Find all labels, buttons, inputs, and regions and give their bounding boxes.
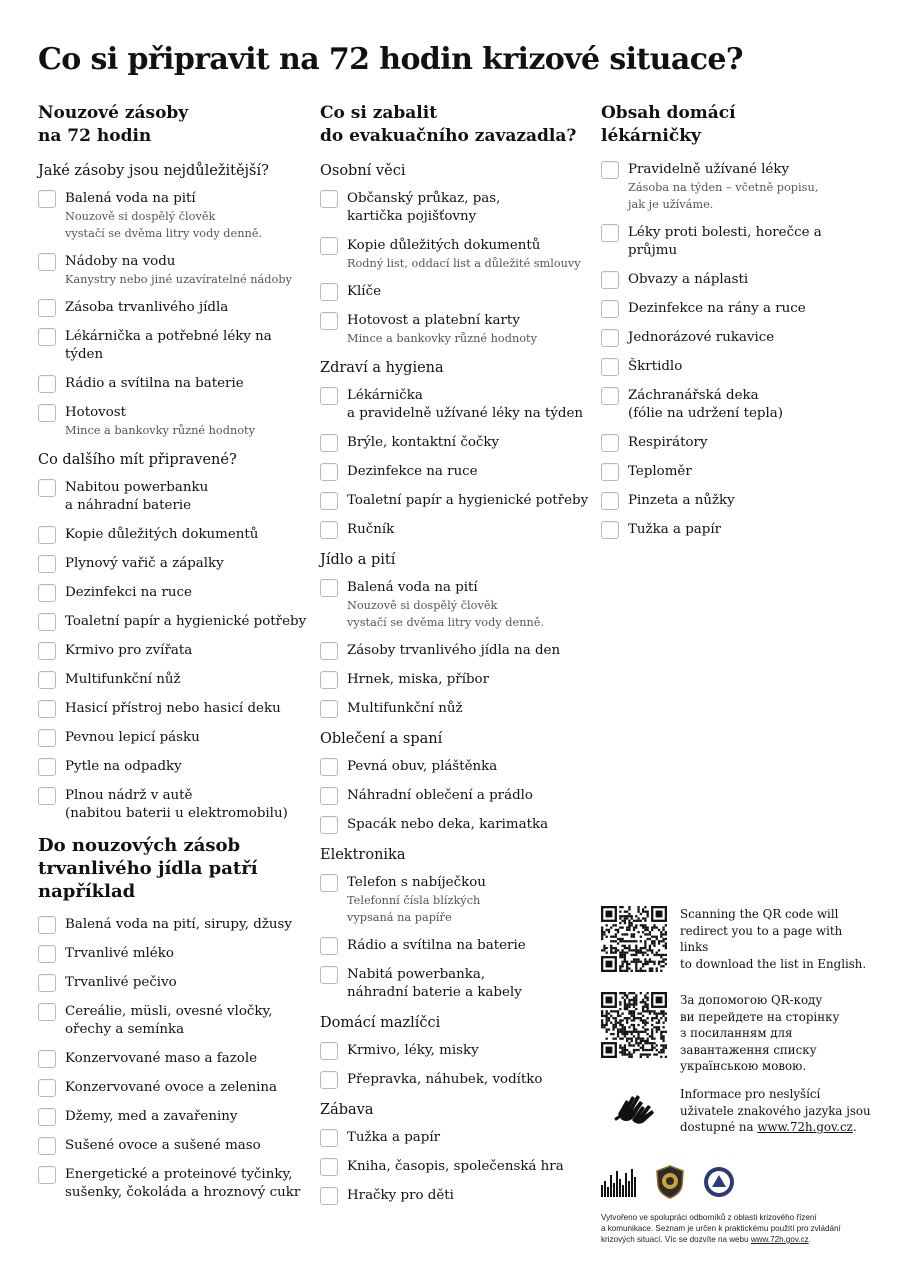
group-subheading: Osobní věci xyxy=(320,163,406,179)
item-note: Rodný list, oddací list a důležité smlouvy xyxy=(347,257,581,270)
item-text xyxy=(65,328,308,364)
item-text xyxy=(65,1108,237,1126)
item-label: Trvanlivé mléko xyxy=(65,946,174,961)
item-label: Náhradní oblečení a prádlo xyxy=(347,788,533,803)
item-text xyxy=(65,190,262,242)
checkbox-icon[interactable] xyxy=(320,1071,338,1089)
checkbox-icon[interactable] xyxy=(320,237,338,255)
checklist-item[interactable] xyxy=(38,1050,308,1068)
checkbox-icon[interactable] xyxy=(38,190,56,208)
checkbox-icon[interactable] xyxy=(38,613,56,631)
checklist-item[interactable] xyxy=(38,555,308,573)
item-text xyxy=(65,253,292,288)
item-label: Zásoby trvanlivého jídla na den xyxy=(347,643,561,658)
group-subheading: Co dalšího mít připravené? xyxy=(38,452,237,468)
section-heading: Obsah domácí lékárničky xyxy=(601,103,736,146)
item-text xyxy=(347,816,548,834)
item-note: Nouzově si dospělý člověk vystačí se dvěma litry vody denně. xyxy=(65,210,263,240)
checklist-item[interactable] xyxy=(38,584,308,602)
item-label: Toaletní papír a hygienické potřeby xyxy=(65,614,307,629)
item-label: Pinzeta a nůžky xyxy=(628,493,735,508)
sign-language-hands-icon xyxy=(601,1086,667,1126)
checklist-item[interactable] xyxy=(320,521,590,539)
item-text xyxy=(65,555,224,573)
checklist-item[interactable] xyxy=(38,190,308,242)
checkbox-icon[interactable] xyxy=(320,874,338,892)
item-text xyxy=(65,299,228,317)
checkbox-icon[interactable] xyxy=(601,358,619,376)
item-text xyxy=(628,434,708,452)
checkbox-icon[interactable] xyxy=(38,526,56,544)
qr-english-block xyxy=(601,906,871,972)
qr-english-text: Scanning the QR code will redirect you to a page with links to download the list in English. xyxy=(680,907,867,971)
item-note: Nouzově si dospělý člověk vystačí se dvěma litry vody denně. xyxy=(347,599,545,629)
item-label: Džemy, med a zavařeniny xyxy=(65,1109,238,1124)
item-text xyxy=(347,312,537,347)
item-text xyxy=(65,1050,257,1068)
item-label: Pytle na odpadky xyxy=(65,759,182,774)
checklist-item[interactable] xyxy=(320,1158,590,1176)
checkbox-icon[interactable] xyxy=(320,283,338,301)
item-label: Záchranářská deka (fólie na udržení tepla) xyxy=(628,388,783,421)
checklist-group xyxy=(320,358,590,539)
checklist-item[interactable] xyxy=(320,237,590,272)
checklist-item[interactable] xyxy=(38,375,308,393)
checklist-item[interactable] xyxy=(320,312,590,347)
footer-note xyxy=(601,1212,876,1245)
item-text xyxy=(65,479,208,515)
checkbox-icon[interactable] xyxy=(38,1108,56,1126)
item-label: Hotovost xyxy=(65,405,127,420)
item-label: Trvanlivé pečivo xyxy=(65,975,177,990)
group-subheading: Zábava xyxy=(320,1102,374,1118)
item-text xyxy=(347,1187,454,1205)
checklist-item[interactable] xyxy=(601,492,871,510)
checklist-group xyxy=(320,1100,590,1205)
item-text xyxy=(347,387,583,423)
checkbox-icon[interactable] xyxy=(601,271,619,289)
checklist-item[interactable] xyxy=(38,1003,308,1039)
item-label: Pravidelně užívané léky xyxy=(628,162,790,177)
item-note: Mince a bankovky různé hodnoty xyxy=(65,424,255,437)
checklist-item[interactable] xyxy=(320,492,590,510)
checkbox-icon[interactable] xyxy=(38,1050,56,1068)
checklist-item[interactable] xyxy=(38,613,308,631)
checkbox-icon[interactable] xyxy=(320,700,338,718)
checklist-item[interactable] xyxy=(38,1079,308,1097)
qr-ukrainian-block xyxy=(601,992,871,1075)
item-label: Teploměr xyxy=(628,464,692,479)
group-subheading: Domácí mazlíčci xyxy=(320,1015,441,1031)
checklist-item[interactable] xyxy=(320,387,590,423)
checklist-item[interactable] xyxy=(601,521,871,539)
item-text xyxy=(347,190,500,226)
item-text xyxy=(65,974,177,992)
item-label: Balená voda na pití xyxy=(347,580,478,595)
qr-code-icon[interactable] xyxy=(601,906,667,972)
item-label: Zásoba trvanlivého jídla xyxy=(65,300,229,315)
checklist-item[interactable] xyxy=(320,579,590,631)
checkbox-icon[interactable] xyxy=(38,375,56,393)
checkbox-icon[interactable] xyxy=(601,161,619,179)
item-text xyxy=(347,642,560,660)
checkbox-icon[interactable] xyxy=(320,758,338,776)
group-subheading: Oblečení a spaní xyxy=(320,731,443,747)
item-label: Respirátory xyxy=(628,435,708,450)
checkbox-icon[interactable] xyxy=(320,434,338,452)
checkbox-icon[interactable] xyxy=(320,579,338,597)
checklist-item[interactable] xyxy=(320,190,590,226)
item-label: Telefon s nabíječkou xyxy=(347,875,486,890)
checklist-item[interactable] xyxy=(601,161,871,213)
checklist-item[interactable] xyxy=(320,1187,590,1205)
item-label: Plnou nádrž v autě (nabitou baterii u elektromobilu) xyxy=(65,788,288,821)
checklist-item[interactable] xyxy=(38,526,308,544)
checkbox-icon[interactable] xyxy=(38,1137,56,1155)
item-label: Multifunkční nůž xyxy=(347,701,463,716)
checklist-item[interactable] xyxy=(320,283,590,301)
checklist-group xyxy=(320,550,590,718)
qr-ukrainian-text: За допомогою QR-коду ви перейдете на сторінку з посиланням для завантаження списку українською мовою. xyxy=(680,993,840,1073)
column-evacuation-bag xyxy=(320,102,590,1216)
item-label: Přepravka, náhubek, vodítko xyxy=(347,1072,543,1087)
item-label: Kopie důležitých dokumentů xyxy=(347,238,541,253)
item-note: Telefonní čísla blízkých vypsaná na papíře xyxy=(347,894,481,924)
item-text xyxy=(347,787,533,805)
checkbox-icon[interactable] xyxy=(38,584,56,602)
item-label: Lékárnička a pravidelně užívané léky na týden xyxy=(347,388,584,421)
checkbox-icon[interactable] xyxy=(320,1158,338,1176)
checkbox-icon[interactable] xyxy=(38,479,56,497)
item-text xyxy=(347,492,588,510)
item-label: Brýle, kontaktní čočky xyxy=(347,435,500,450)
item-text xyxy=(347,434,499,452)
checkbox-icon[interactable] xyxy=(38,1003,56,1021)
item-text xyxy=(628,161,818,213)
item-text xyxy=(628,271,748,289)
item-text xyxy=(347,237,581,272)
bars-logo-icon xyxy=(601,1167,637,1197)
checkbox-icon[interactable] xyxy=(320,671,338,689)
item-text xyxy=(65,671,181,689)
item-text xyxy=(347,463,478,481)
item-label: Energetické a proteinové tyčinky, sušenky, čokoláda a hroznový cukr xyxy=(65,1167,301,1200)
checklist-item[interactable] xyxy=(38,1108,308,1126)
footer-text: Vytvořeno ve spolupráci odborníků z oblasti krizového řízení a komunikace. Seznam je určen k praktickému použití pro zvládání krizových situací. Víc se dozvíte na webu xyxy=(601,1213,841,1244)
checklist-item[interactable] xyxy=(38,479,308,515)
item-label: Konzervované maso a fazole xyxy=(65,1051,258,1066)
checklist-item[interactable] xyxy=(320,816,590,834)
checklist-item[interactable] xyxy=(38,328,308,364)
item-label: Hrnek, miska, příbor xyxy=(347,672,490,687)
item-text xyxy=(65,642,192,660)
checklist-item[interactable] xyxy=(320,700,590,718)
item-label: Rádio a svítilna na baterie xyxy=(347,938,526,953)
group-subheading: Jaké zásoby jsou nejdůležitější? xyxy=(38,163,269,179)
checkbox-icon[interactable] xyxy=(320,521,338,539)
group-subheading: Zdraví a hygiena xyxy=(320,360,444,376)
checkbox-icon[interactable] xyxy=(38,404,56,422)
item-label: Hasicí přístroj nebo hasicí deku xyxy=(65,701,281,716)
checkbox-icon[interactable] xyxy=(320,387,338,405)
checkbox-icon[interactable] xyxy=(601,387,619,405)
item-text xyxy=(347,1158,564,1176)
checkbox-icon[interactable] xyxy=(38,671,56,689)
sign-language-text-main: Informace pro neslyšící uživatele znakového jazyka jsou dostupné na xyxy=(680,1087,871,1134)
item-label: Krmivo pro zvířata xyxy=(65,643,193,658)
item-text xyxy=(347,521,394,539)
item-text xyxy=(347,966,522,1002)
item-label: Tužka a papír xyxy=(347,1130,441,1145)
item-text xyxy=(65,1137,261,1155)
checklist-group xyxy=(38,161,308,439)
checklist-item[interactable] xyxy=(601,224,871,260)
sign-language-text-end: . xyxy=(852,1120,857,1134)
item-text xyxy=(65,758,182,776)
item-label: Klíče xyxy=(347,284,381,299)
item-label: Balená voda na pití, sirupy, džusy xyxy=(65,917,292,932)
column-first-aid-kit xyxy=(601,102,871,550)
police-emblem-icon xyxy=(703,1166,735,1198)
checkbox-icon[interactable] xyxy=(320,642,338,660)
checkbox-icon[interactable] xyxy=(320,966,338,984)
item-text xyxy=(65,1079,277,1097)
partner-logos xyxy=(601,1162,871,1202)
item-label: Pevná obuv, pláštěnka xyxy=(347,759,498,774)
group-subheading: Jídlo a pití xyxy=(320,552,396,568)
item-label: Rádio a svítilna na baterie xyxy=(65,376,244,391)
checkbox-icon[interactable] xyxy=(38,916,56,934)
item-text xyxy=(628,387,783,423)
checklist-group xyxy=(38,450,308,823)
footer-website-link[interactable]: www.72h.gov.cz xyxy=(750,1235,809,1244)
checkbox-icon[interactable] xyxy=(38,700,56,718)
item-text xyxy=(65,700,281,718)
checklist-item[interactable] xyxy=(601,387,871,423)
item-label: Dezinfekci na ruce xyxy=(65,585,192,600)
item-text xyxy=(628,329,774,347)
item-text xyxy=(65,584,192,602)
checklist-item[interactable] xyxy=(320,1129,590,1147)
checkbox-icon[interactable] xyxy=(320,312,338,330)
item-label: Ručník xyxy=(347,522,395,537)
checklist-group xyxy=(320,1013,590,1089)
checklist-item[interactable] xyxy=(38,299,308,317)
fire-rescue-emblem-icon xyxy=(655,1165,685,1199)
checklist-item[interactable] xyxy=(38,974,308,992)
qr-code-icon[interactable] xyxy=(601,992,667,1058)
checklist-item[interactable] xyxy=(601,434,871,452)
checkbox-icon[interactable] xyxy=(38,729,56,747)
checklist-group xyxy=(320,729,590,834)
item-text xyxy=(65,787,288,823)
item-text xyxy=(65,1166,300,1202)
checkbox-icon[interactable] xyxy=(320,816,338,834)
item-label: Tužka a papír xyxy=(628,522,722,537)
checkbox-icon[interactable] xyxy=(601,434,619,452)
checklist-item[interactable] xyxy=(601,271,871,289)
item-text xyxy=(347,1042,479,1060)
checklist-item[interactable] xyxy=(601,358,871,376)
checklist-item[interactable] xyxy=(320,1042,590,1060)
item-note: Mince a bankovky různé hodnoty xyxy=(347,332,537,345)
checklist-item[interactable] xyxy=(320,671,590,689)
section-heading: Nouzové zásoby na 72 hodin xyxy=(38,103,189,146)
checklist-item[interactable] xyxy=(601,300,871,318)
checklist-item[interactable] xyxy=(38,787,308,823)
item-label: Nádoby na vodu xyxy=(65,254,176,269)
column-emergency-supplies xyxy=(38,102,308,1213)
item-text xyxy=(347,579,544,631)
item-label: Občanský průkaz, pas, kartička pojišťovny xyxy=(347,191,501,224)
checkbox-icon[interactable] xyxy=(601,463,619,481)
checklist-item[interactable] xyxy=(320,1071,590,1089)
checklist-group xyxy=(320,845,590,1002)
page-title: Co si připravit na 72 hodin krizové situace? xyxy=(38,42,743,77)
checkbox-icon[interactable] xyxy=(320,937,338,955)
item-text xyxy=(65,916,292,934)
checklist-item[interactable] xyxy=(320,642,590,660)
item-label: Sušené ovoce a sušené maso xyxy=(65,1138,261,1153)
item-label: Dezinfekce na ruce xyxy=(347,464,478,479)
checklist-item[interactable] xyxy=(38,758,308,776)
item-label: Nabitá powerbanka, náhradní baterie a kabely xyxy=(347,967,522,1000)
item-label: Dezinfekce na rány a ruce xyxy=(628,301,806,316)
item-label: Spacák nebo deka, karimatka xyxy=(347,817,549,832)
item-text xyxy=(347,671,489,689)
item-label: Obvazy a náplasti xyxy=(628,272,749,287)
checkbox-icon[interactable] xyxy=(38,253,56,271)
checklist-item[interactable] xyxy=(320,937,590,955)
checklist-item[interactable] xyxy=(38,945,308,963)
item-note: Kanystry nebo jiné uzavíratelné nádoby xyxy=(65,273,292,286)
checkbox-icon[interactable] xyxy=(320,492,338,510)
checklist-item[interactable] xyxy=(320,463,590,481)
checkbox-icon[interactable] xyxy=(320,787,338,805)
item-label: Lékárnička a potřebné léky na týden xyxy=(65,329,272,362)
checklist-item[interactable] xyxy=(320,434,590,452)
checkbox-icon[interactable] xyxy=(601,492,619,510)
checkbox-icon[interactable] xyxy=(320,1129,338,1147)
item-text xyxy=(65,526,258,544)
checkbox-icon[interactable] xyxy=(38,787,56,805)
checkbox-icon[interactable] xyxy=(38,642,56,660)
checklist-item[interactable] xyxy=(38,1166,308,1202)
checkbox-icon[interactable] xyxy=(38,758,56,776)
checklist-item[interactable] xyxy=(320,874,590,926)
checklist-item[interactable] xyxy=(320,787,590,805)
item-text xyxy=(65,613,306,631)
item-text xyxy=(347,1129,440,1147)
item-text xyxy=(628,463,692,481)
item-label: Jednorázové rukavice xyxy=(628,330,775,345)
item-text xyxy=(628,358,682,376)
checklist-item[interactable] xyxy=(38,700,308,718)
item-text xyxy=(628,521,721,539)
checkbox-icon[interactable] xyxy=(38,1166,56,1184)
item-label: Škrtidlo xyxy=(628,359,683,374)
item-text xyxy=(65,945,174,963)
group-subheading: Elektronika xyxy=(320,847,406,863)
checkbox-icon[interactable] xyxy=(601,521,619,539)
footer-text-end: . xyxy=(808,1235,811,1244)
checkbox-icon[interactable] xyxy=(38,945,56,963)
item-label: Cereálie, müsli, ovesné vločky, ořechy a semínka xyxy=(65,1004,273,1037)
checklist-item[interactable] xyxy=(38,404,308,439)
website-link[interactable]: www.72h.gov.cz xyxy=(757,1120,853,1134)
checklist-group xyxy=(38,916,308,1202)
checkbox-icon[interactable] xyxy=(320,463,338,481)
checkbox-icon[interactable] xyxy=(320,1042,338,1060)
item-text xyxy=(347,874,486,926)
item-label: Toaletní papír a hygienické potřeby xyxy=(347,493,589,508)
checkbox-icon[interactable] xyxy=(38,299,56,317)
item-label: Krmivo, léky, misky xyxy=(347,1043,479,1058)
item-text xyxy=(347,283,381,301)
item-label: Konzervované ovoce a zelenina xyxy=(65,1080,278,1095)
item-text xyxy=(65,404,255,439)
checklist-item[interactable] xyxy=(38,1137,308,1155)
item-label: Léky proti bolesti, horečce a průjmu xyxy=(628,225,822,258)
item-note: Zásoba na týden – včetně popisu, jak je užíváme. xyxy=(628,181,819,211)
checklist-item[interactable] xyxy=(38,642,308,660)
item-text xyxy=(628,492,735,510)
checklist-item[interactable] xyxy=(601,329,871,347)
section-heading: Co si zabalit do evakuačního zavazadla? xyxy=(320,103,577,146)
item-text xyxy=(347,937,526,955)
item-text xyxy=(65,375,244,393)
item-text xyxy=(628,224,871,260)
checkbox-icon[interactable] xyxy=(38,555,56,573)
sign-language-block xyxy=(601,1086,871,1136)
checklist-item[interactable] xyxy=(38,671,308,689)
item-text xyxy=(347,700,463,718)
item-text xyxy=(347,1071,543,1089)
checklist-item[interactable] xyxy=(320,758,590,776)
section-heading: Do nouzových zásob trvanlivého jídla patří například xyxy=(38,835,258,902)
checkbox-icon[interactable] xyxy=(38,974,56,992)
item-label: Nabitou powerbanku a náhradní baterie xyxy=(65,480,209,513)
item-text xyxy=(628,300,806,318)
item-label: Balená voda na pití xyxy=(65,191,196,206)
item-label: Kopie důležitých dokumentů xyxy=(65,527,259,542)
item-label: Plynový vařič a zápalky xyxy=(65,556,224,571)
item-label: Multifunkční nůž xyxy=(65,672,181,687)
checklist-item[interactable] xyxy=(38,253,308,288)
checklist-item[interactable] xyxy=(38,916,308,934)
item-label: Kniha, časopis, společenská hra xyxy=(347,1159,564,1174)
checklist-item[interactable] xyxy=(601,463,871,481)
item-text xyxy=(65,729,200,747)
checklist-item[interactable] xyxy=(320,966,590,1002)
checkbox-icon[interactable] xyxy=(601,224,619,242)
checkbox-icon[interactable] xyxy=(38,1079,56,1097)
checklist-group xyxy=(320,161,590,347)
checkbox-icon[interactable] xyxy=(38,328,56,346)
item-text xyxy=(65,1003,273,1039)
checkbox-icon[interactable] xyxy=(320,1187,338,1205)
item-label: Hračky pro děti xyxy=(347,1188,454,1203)
checkbox-icon[interactable] xyxy=(320,190,338,208)
sign-language-text xyxy=(680,1086,871,1136)
item-label: Pevnou lepicí pásku xyxy=(65,730,200,745)
item-text xyxy=(347,758,497,776)
checkbox-icon[interactable] xyxy=(601,300,619,318)
item-label: Hotovost a platební karty xyxy=(347,313,520,328)
checklist-item[interactable] xyxy=(38,729,308,747)
checkbox-icon[interactable] xyxy=(601,329,619,347)
